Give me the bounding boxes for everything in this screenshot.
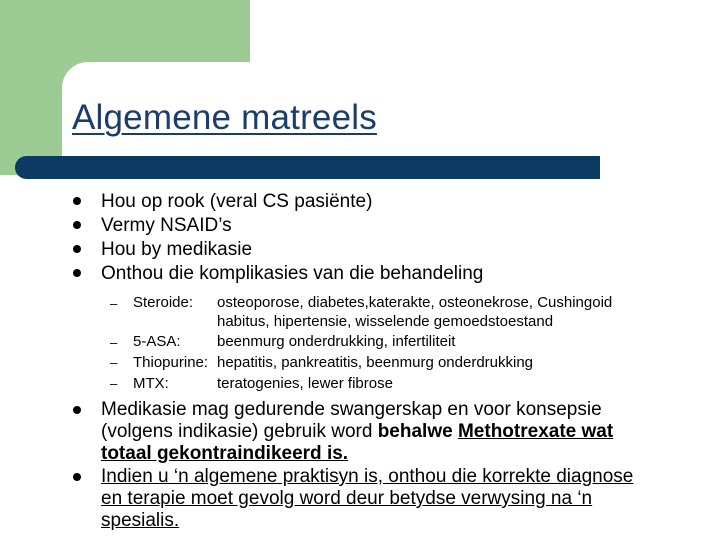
pregnancy-line-3: totaal gekontraindikeerd is. <box>101 443 349 464</box>
bullet-dot <box>73 269 81 277</box>
sub-item-text: hepatitis, pankreatitis, beenmurg onderdrukking <box>217 354 534 371</box>
sub-item-text: habitus, hipertensie, wisselende gemoedstoestand <box>217 313 554 330</box>
bullet-dot <box>73 197 81 205</box>
bullet-item: Hou by medikasie <box>101 239 253 260</box>
gp-note-line-1: Indien u ‘n algemene praktisyn is, onthou die korrekte diagnose <box>101 466 634 487</box>
pregnancy-line-1: Medikasie mag gedurende swangerskap en voor konsepsie <box>101 399 602 420</box>
bullet-dot <box>73 406 81 414</box>
bullet-item: Vermy NSAID’s <box>101 215 232 236</box>
pregnancy-line-2 <box>101 421 613 443</box>
title-divider-bar <box>15 156 600 179</box>
dash-marker: – <box>110 355 118 370</box>
bullet-item: Hou op rook (veral CS pasiënte) <box>101 191 373 212</box>
sub-item-label: Steroide: <box>133 294 194 311</box>
dash-marker: – <box>110 296 118 311</box>
slide-title: Algemene matreels <box>72 98 377 137</box>
gp-note-line-3: spesialis. <box>101 510 180 531</box>
pregnancy-text: (volgens indikasie) gebruik word <box>101 421 373 442</box>
gp-note-line-2: en terapie moet gevolg word deur betydse verwysing na ‘n <box>101 488 593 509</box>
bullet-item: Onthou die komplikasies van die behandeling <box>101 263 484 284</box>
sub-item-label: 5-ASA: <box>133 333 181 350</box>
sub-item-label: Thiopurine: <box>133 354 209 371</box>
bullet-dot <box>73 221 81 229</box>
bullet-dot <box>73 245 81 253</box>
methotrexate-warning: Methotrexate wat <box>457 421 614 442</box>
sub-item-text: osteoporose, diabetes,katerakte, osteonekrose, Cushingoid <box>217 294 613 311</box>
sub-item-label: MTX: <box>133 375 169 392</box>
pregnancy-bold-text: behalwe <box>377 421 453 442</box>
dash-marker: – <box>110 376 118 391</box>
sub-item-text: teratogenies, lewer fibrose <box>217 375 393 392</box>
bullet-dot <box>73 473 81 481</box>
dash-marker: – <box>110 335 118 350</box>
sub-item-text: beenmurg onderdrukking, infertiliteit <box>217 333 456 350</box>
